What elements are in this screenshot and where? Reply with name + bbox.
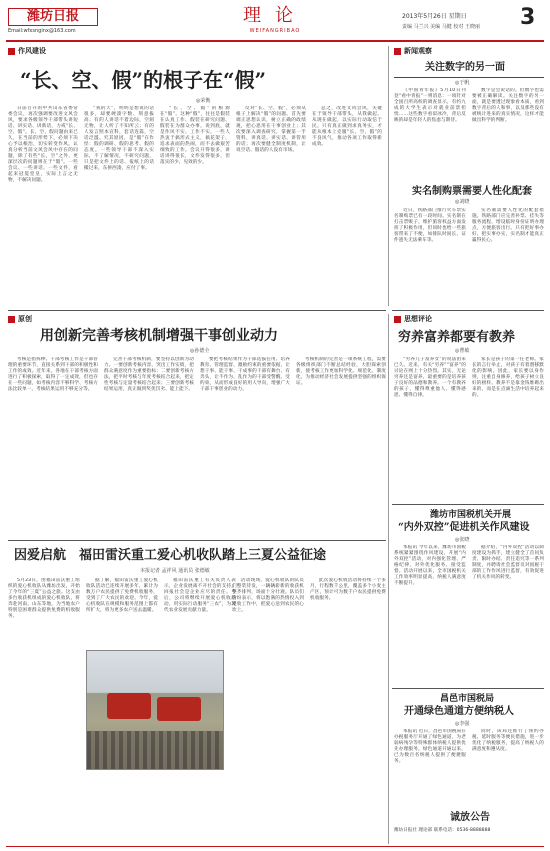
main-article-col3 bbox=[160, 106, 230, 306]
harvester-icon bbox=[157, 697, 201, 721]
section-marker-icon bbox=[394, 48, 401, 55]
parenting-article-title: 穷养富养都要有教养 bbox=[398, 330, 516, 345]
assessment-article-col2 bbox=[104, 357, 194, 537]
section-header-label: 思想评论 bbox=[404, 315, 432, 323]
paragraph: 福田雷沃重工有关负责人表示，企业发展离不开社会的支持，回报社会是企业应尽的责任。今后，公司将继续开展爱心机收活动，用实际行动服务“三农”，为现代农业发展贡献力量。 bbox=[164, 578, 236, 613]
section-divider bbox=[392, 688, 544, 689]
paragraph: “穷养儿子富养女”的说法由来已久。近来，有关“穷养”“富养”的讨论在网上十分热烈。其实，无论穷养还是富养，最重要的是培养孩子良好的品德和教养。一个有教养的孩子，懂得尊重他人、懂得感恩、懂得自律。 bbox=[394, 357, 466, 398]
section-header-yuanchuang bbox=[8, 314, 32, 324]
parenting-article-col1 bbox=[394, 357, 466, 502]
paragraph: 完善干部考核机制，要坚持以创新为动力。一要创新考核内容，突出工作实绩，把群众满意度作为重要指标；二要创新考核方法，把平时考核与年度考核结合起来，把定性考核与定量考核结合起来；三要创新考核结果运用，真正做到奖优罚劣、能上能下。 bbox=[104, 357, 194, 392]
masthead bbox=[0, 0, 550, 40]
assessment-article-title: 用创新完善考核机制增强干事创业动力 bbox=[40, 328, 278, 344]
paragraph: 本报讯 近日，昌邑市国税局在办税服务厅开通了绿色通道，为老弱病残孕等特殊群体纳税人提供优先办理服务。绿色通道开通以来，已为数百名纳税人提供了便捷服务。 bbox=[394, 729, 466, 764]
tax-article-col1 bbox=[394, 545, 466, 685]
date: 2013年5月26日 星期日 bbox=[402, 13, 467, 20]
assessment-article-col4 bbox=[296, 357, 386, 537]
paragraph: 据介绍，“内外双控”活动以制度建设为抓手，建立健全了首问负责、限时办结、责任追究等一系列制度，并聘请社会监督员对国税干部的工作作风进行监督，有效促进了机关作风的转变。 bbox=[472, 545, 544, 580]
paragraph: 数字是会说话的。但数字也需要被正确解读。关注数字的另一面，就是要透过现象看本质，看到数字背后的人和事，以及那些没有被统计进来的真实情况，这样才能做出科学的判断。 bbox=[472, 88, 544, 123]
assessment-article-col3 bbox=[200, 357, 290, 537]
paragraph: “长、空、假”的根源在“假”。这种“假”，往往是假装在认真工作、假装在研究问题、假装在为群众办事。说到底，就是作风不实、工作不实。一些人热衷于搞形式主义，搞花架子，追求表面的热闹，而不去做艰苦细致的工作。会议开得很多，讲话讲得很长，文件发得很多，但落实的少、见效的少。 bbox=[160, 106, 230, 165]
section-divider bbox=[392, 504, 544, 505]
section-pinyin: WEIFANGRIBAO bbox=[249, 28, 301, 34]
changyi-article-col1 bbox=[394, 729, 466, 809]
section-header-label: 新闻观察 bbox=[404, 47, 432, 55]
parenting-article-author: ◎曹敏 bbox=[455, 348, 470, 354]
assessment-article-col1 bbox=[8, 357, 98, 537]
paragraph: 5月23日，由福田雷沃重工组织的爱心机收队从潍坊出发，开始了今年的“三夏”公益之旅。这支由多台收获机组成的爱心机收队，将奔赴河南、山东等地，为当地农户特别是困难群众提供免费的机收服务。 bbox=[8, 578, 80, 619]
harvester-photo bbox=[86, 650, 224, 770]
main-article-title: “长、空、假”的根子在“假” bbox=[20, 68, 267, 92]
title-underline bbox=[394, 77, 544, 78]
section-divider bbox=[8, 540, 386, 541]
crowd-shape bbox=[87, 731, 223, 769]
paragraph: 家长是孩子的第一任老师。家长的言行举止，对孩子有着潜移默化的影响。因此，家长要以身作则，注重自身修养，给孩子树立良好的榜样。教养不是靠金钱堆砌出来的，而是在点滴生活中培养起来的。 bbox=[472, 357, 544, 398]
paragraph: 总之，改进文风会风，关键在于领导干部带头，从我做起、从现在做起，以实际行动取信于民。只有真正做到求真务实，才能从根本上克服“长、空、假”的不良风气，推动各项工作取得新成效。 bbox=[312, 106, 382, 147]
section-marker-icon bbox=[394, 316, 401, 323]
paragraph: 同时，该局还推行了预约办税、延时服务等便民措施，进一步优化了纳税服务，提高了纳税人的满意度和遵从度。 bbox=[472, 729, 544, 752]
paragraph: 《中国青年报》5月10日刊登“看中青报”一则消息：一项针对全国百所高校的调查显示，有约九成的大学生表示对就业前景担忧……这些数字看似冰冷，背后反映的却是年轻人的焦虑与期待。 bbox=[394, 88, 466, 123]
paragraph: 考核机制的完善是一项系统工程，需要各级组织部门不断总结经验，大胆探索创新，使考核工作更加科学化、规范化、制度化，为推动经济社会发展提供坚强的组织保证。 bbox=[296, 357, 386, 386]
section-header-label: 原创 bbox=[18, 315, 32, 323]
harvester-icon bbox=[107, 693, 151, 719]
main-article-col5 bbox=[312, 106, 382, 306]
paragraph: 要把考核结果作为干部选拔任用、培养教育、管理监督、激励约束的重要依据，让想干事、能干事、干成事的干部有舞台、有奔头，让不作为、乱作为的干部受警醒、受约束，从而形成良好的用人导向，增强广大干部干事创业的动力。 bbox=[200, 357, 290, 392]
bottom-article-author: 本报记者 孟祥风 通讯员 张德敏 bbox=[140, 568, 210, 574]
numbers-article-title: 关注数字的另一面 bbox=[425, 62, 505, 73]
bottom-article-title: 因爱启航 福田雷沃重工爱心机收队踏上三夏公益征途 bbox=[14, 548, 327, 563]
tax-article-title-line2: “内外双控”促进机关作风建设 bbox=[398, 522, 530, 533]
paragraph: 本报讯 今年以来，潍坊市国税系统紧紧围绕作风建设，开展“内外双控”活动，对内强化管理、严格纪律，对外优化服务、接受监督。活动开展以来，全市国税机关工作效率明显提高，纳税人满意度不断提升。 bbox=[394, 545, 466, 586]
tax-article-author: ◎张晓 bbox=[455, 537, 470, 543]
paragraph: “我的天”，明明是想说的话很多，却要硬凑字数、刻意拔高；有的人讲话不着边际，空洞无物，让人听了不知所云；有的人发言照本宣科，套话连篇，空话泛滥。究其原因，是“假”在作怪：假的调研、假的思考、假的态度。一些领导干部不深入实际，不了解情况，不研究问题，只是把文件上的话、报纸上的话搬过来，东拼西凑，应付了事。 bbox=[84, 106, 154, 171]
section-divider bbox=[8, 310, 386, 311]
changyi-article-col2 bbox=[472, 729, 544, 809]
editor-line: 责编 马兰兴 美编 马健 校对 王晓丽 bbox=[402, 24, 480, 30]
bottom-article-col1 bbox=[8, 578, 80, 843]
changyi-article-author: ◎李强 bbox=[455, 721, 470, 727]
changyi-article-title-line2: 开通绿色通道方便纳税人 bbox=[404, 706, 514, 717]
main-article-author: ◎荣衡 bbox=[196, 98, 211, 104]
changyi-article-title-line1: 昌邑市国税局 bbox=[440, 694, 495, 704]
column-divider bbox=[388, 46, 389, 306]
paragraph: 反对“长、空、假”，必须从根子上解决“假”的问题。首先要端正思想认识，树立正确的政绩观，把心思用在干事创业上；其次要深入调查研究，掌握第一手资料，讲真话、讲实话、讲管用的话；再次要健全制度机制，让说空话、假话的人没有市场。 bbox=[236, 106, 306, 153]
paragraph: 日前召开的中共山东省委常委会议，再次强调要改进文风会风，要求各级领导干部带头讲短话、讲实话、讲新话，力戒“长、空、假”。长、空、假问题由来已久，在当前的形势下，必须下决心予以根治，切实转变作风。认真分析当前文风会风中存在的问题，除了有些“长、空”之外，更深层次的问题则在于“假”。一些会议、一些讲话、一些文件，看起来冠冕堂皇，实际上言之无物，不解决问题。 bbox=[8, 106, 78, 183]
section-header-label: 作风建设 bbox=[18, 47, 46, 55]
bottom-article-col3 bbox=[164, 578, 236, 648]
numbers-article-col1 bbox=[394, 88, 466, 180]
footer-rule bbox=[6, 846, 544, 847]
notice-title: 诚放公告 bbox=[450, 812, 490, 823]
masthead-rule bbox=[6, 40, 544, 42]
realname-article-title: 实名制购票需要人性化配套 bbox=[412, 186, 532, 197]
bottom-article-col4 bbox=[232, 578, 304, 843]
parenting-article-col2 bbox=[472, 357, 544, 502]
column-divider bbox=[388, 314, 389, 844]
realname-article-col1 bbox=[394, 208, 466, 306]
realname-article-author: ◎刘晓 bbox=[455, 199, 470, 205]
paragraph: 据了解，福田雷沃重工爱心机收队活动已连续开展多年，累计为数万户农民提供了免费机收服务，受到了广大农民的欢迎。今年，爱心机收队在规模和服务范围上都有所扩大，将为更多农户送去温暖。 bbox=[86, 578, 158, 613]
paragraph: 近日，铁路部门推行火车票实名制购票已有一段时间。实名制在打击票贩子、维护旅客权益方面发挥了积极作用，但同时也给一些旅客带来了不便，如排队时间长、证件遗失无法乘车等。 bbox=[394, 208, 466, 243]
paragraph: 此次爱心机收活动将持续一个多月，行程数千公里，覆盖多个小麦主产区，预计可为数千户农民提供免费机收服务。 bbox=[310, 578, 386, 601]
main-article-col4 bbox=[236, 106, 306, 306]
email: Email:wfxsnginx@163.com bbox=[8, 28, 76, 34]
paragraph: 活动现场，爱心机收队的队员们整装待发，一辆辆崭新的收获机整齐排列，场面十分壮观。队员们纷纷表示，将以饱满的热情投入到麦收工作中，把爱心送到农民的心坎上。 bbox=[232, 578, 304, 613]
notice-text: 潍坊日报社 理论部 联系电话：0536-8888888 bbox=[394, 828, 491, 833]
main-article-col2 bbox=[84, 106, 154, 306]
section-marker-icon bbox=[8, 48, 15, 55]
numbers-article-author: ◎于帆 bbox=[455, 80, 470, 86]
logo: 潍坊日报 bbox=[8, 8, 98, 26]
section-header-zuofeng bbox=[8, 46, 46, 56]
section-divider bbox=[392, 310, 544, 311]
paragraph: 实名制需要人性化的配套措施。铁路部门应完善补票、挂失等服务流程，增设临时身份证明办理点，方便旅客出行。只有把好事办好、把实事办实，实名制才能真正赢得民心。 bbox=[472, 208, 544, 243]
section-header-sixiang bbox=[394, 314, 432, 324]
tax-article-title-line1: 潍坊市国税机关开展 bbox=[430, 510, 512, 520]
page-number: 3 bbox=[520, 5, 536, 30]
section-title: 理论 bbox=[243, 5, 307, 26]
realname-article-col2 bbox=[472, 208, 544, 306]
paragraph: 考核是指挥棒。干部考核工作是干部管理的重要环节，直接关系到干部的积极性和工作的成效。近年来，各地在干部考核方面进行了积极探索，取得了一定成效，但也存在一些问题，如考核内容不够科学、考核方法比较单一、考核结果运用不够充分等。 bbox=[8, 357, 98, 392]
section-marker-icon bbox=[8, 316, 15, 323]
tax-article-col2 bbox=[472, 545, 544, 685]
assessment-article-author: ◎孙德全 bbox=[190, 348, 210, 354]
main-article-col1 bbox=[8, 106, 78, 306]
numbers-article-col2 bbox=[472, 88, 544, 180]
bottom-article-col5 bbox=[310, 578, 386, 843]
section-header-xinwen bbox=[394, 46, 432, 56]
